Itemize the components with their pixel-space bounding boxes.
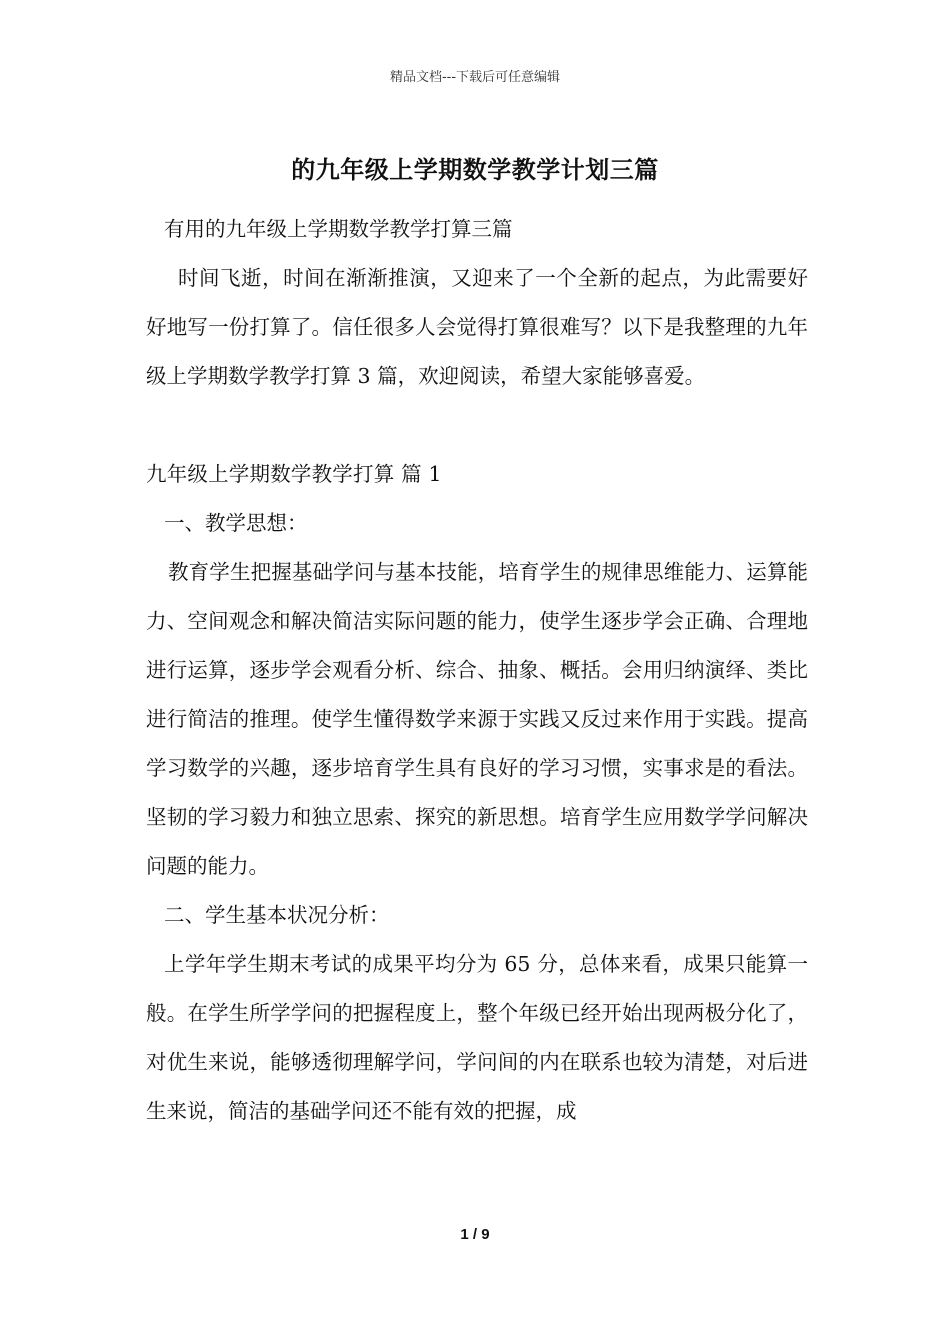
page-header: 精品文档---下载后可任意编辑 bbox=[389, 70, 561, 85]
point2-paragraph: 上学年学生期末考试的成果平均分为 65 分，总体来看，成果只能算一般。在学生所学学问的把握程度上，整个年级已经开始出现两极分化了，对优生来说，能够透彻理解学问，学问间的内在联系也较为清楚，对后进生来说，简洁的基础学问还不能有效的把握，成 bbox=[146, 952, 808, 1123]
document-body bbox=[146, 205, 808, 1136]
point1-heading: 一、教学思想： bbox=[164, 511, 308, 535]
document-title: 的九年级上学期数学教学计划三篇 bbox=[291, 155, 659, 184]
paragraph-spacer bbox=[146, 401, 808, 450]
section-heading: 九年级上学期数学教学打算 篇 1 bbox=[146, 462, 442, 486]
page-number: 1 / 9 bbox=[460, 1226, 490, 1243]
point2-heading: 二、学生基本状况分析： bbox=[164, 903, 390, 927]
point1-paragraph: 教育学生把握基础学问与基本技能，培育学生的规律思维能力、运算能力、空间观念和解决简洁实际问题的能力，使学生逐步学会正确、合理地进行运算，逐步学会观看分析、综合、抽象、概括。会用归纳演绎、类比进行简洁的推理。使学生懂得数学来源于实践又反过来作用于实践。提高学习数学的兴趣，逐步培育学生具有良好的学习习惯，实事求是的看法。坚韧的学习毅力和独立思索、探究的新思想。培育学生应用数学学问解决问题的能力。 bbox=[146, 560, 808, 878]
document-subtitle: 有用的九年级上学期数学教学打算三篇 bbox=[164, 217, 513, 241]
intro-paragraph: 时间飞逝，时间在渐渐推演，又迎来了一个全新的起点，为此需要好好地写一份打算了。信任很多人会觉得打算很难写？以下是我整理的九年级上学期数学教学打算 3 篇，欢迎阅读，希望大家能够喜爱。 bbox=[146, 266, 808, 388]
